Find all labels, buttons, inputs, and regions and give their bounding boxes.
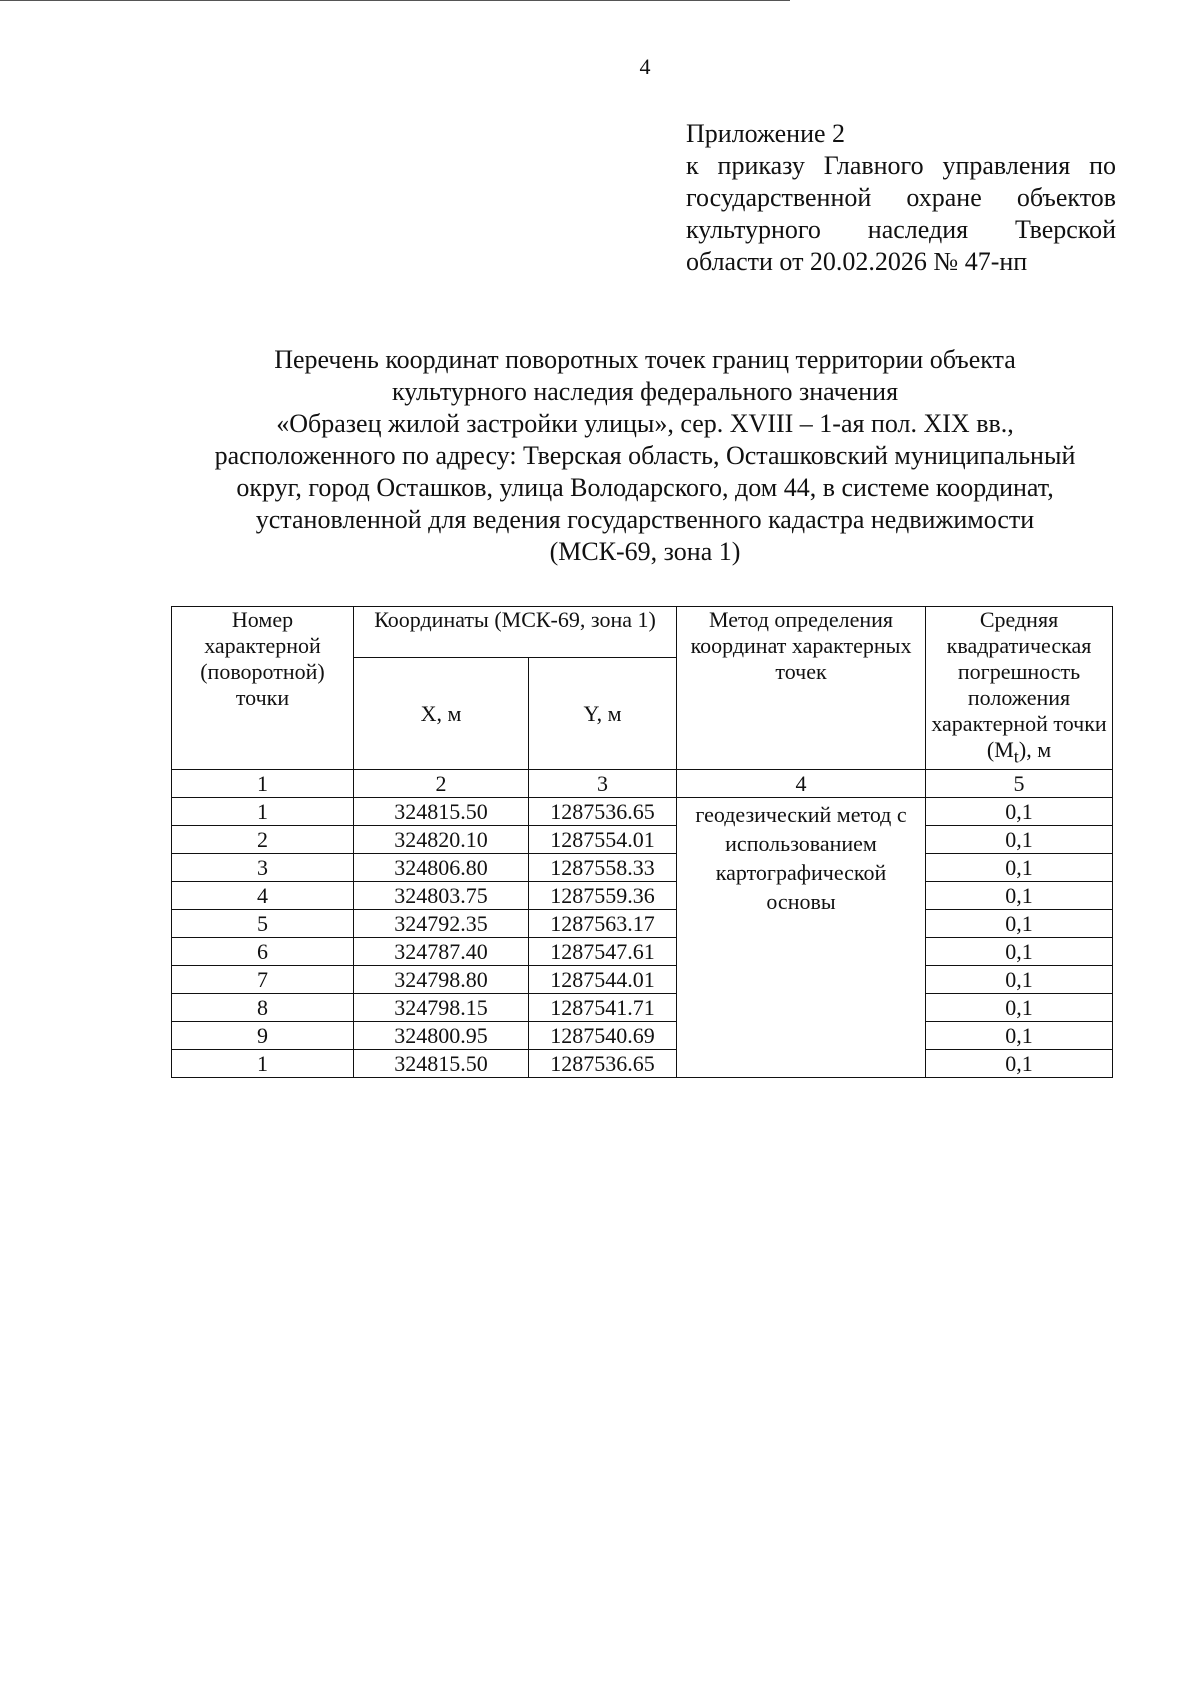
cell-point-number: 4 — [172, 882, 354, 910]
table-row — [172, 1022, 1113, 1050]
cell-point-number: 1 — [172, 1050, 354, 1078]
column-number: 1 — [172, 770, 354, 798]
cell-error: 0,1 — [926, 1022, 1113, 1050]
cell-x: 324820.10 — [354, 826, 529, 854]
table-row — [172, 1050, 1113, 1078]
table-row — [172, 938, 1113, 966]
table-row — [172, 854, 1113, 882]
cell-point-number: 5 — [172, 910, 354, 938]
document-title-line: округ, город Осташков, улица Володарского, дом 44, в системе координат, — [236, 473, 1054, 502]
column-number: 3 — [529, 770, 677, 798]
appendix-title: Приложение 2 — [686, 119, 846, 148]
cell-x: 324798.80 — [354, 966, 529, 994]
cell-x: 324792.35 — [354, 910, 529, 938]
cell-point-number: 3 — [172, 854, 354, 882]
cell-point-number: 9 — [172, 1022, 354, 1050]
header-x: X, м — [354, 658, 529, 770]
document-title-line: Перечень координат поворотных точек границ территории объекта — [274, 345, 1016, 374]
header-error — [926, 607, 1113, 770]
cell-y: 1287544.01 — [529, 966, 677, 994]
column-number: 4 — [677, 770, 926, 798]
document-title-line: культурного наследия федерального значения — [391, 377, 899, 406]
cell-error: 0,1 — [926, 798, 1113, 826]
document-title-line: «Образец жилой застройки улицы», сер. XVIII – 1-ая пол. XIX вв., — [276, 409, 1014, 438]
cell-point-number: 7 — [172, 966, 354, 994]
cell-error: 0,1 — [926, 938, 1113, 966]
cell-x: 324800.95 — [354, 1022, 529, 1050]
cell-method: геодезический метод с использованием картографической основы — [677, 798, 926, 1078]
cell-y: 1287554.01 — [529, 826, 677, 854]
header-method: Метод определения координат характерных точек — [677, 607, 926, 770]
cell-point-number: 6 — [172, 938, 354, 966]
cell-point-number: 8 — [172, 994, 354, 1022]
header-y: Y, м — [529, 658, 677, 770]
cell-error: 0,1 — [926, 910, 1113, 938]
cell-y: 1287540.69 — [529, 1022, 677, 1050]
cell-error: 0,1 — [926, 966, 1113, 994]
column-number: 2 — [354, 770, 529, 798]
cell-y: 1287547.61 — [529, 938, 677, 966]
cell-x: 324803.75 — [354, 882, 529, 910]
cell-error: 0,1 — [926, 854, 1113, 882]
cell-y: 1287536.65 — [529, 1050, 677, 1078]
column-number: 5 — [926, 770, 1113, 798]
document-title-line: установленной для ведения государственного кадастра недвижимости — [255, 505, 1035, 534]
cell-error: 0,1 — [926, 826, 1113, 854]
cell-y: 1287559.36 — [529, 882, 677, 910]
header-point-number: Номер характерной (поворотной) точки — [172, 607, 354, 770]
appendix-block — [686, 118, 1116, 278]
header-error-text: Средняя квадратическая погрешность положения характерной точки (M — [931, 607, 1107, 762]
cell-y: 1287558.33 — [529, 854, 677, 882]
cell-x: 324815.50 — [354, 1050, 529, 1078]
header-error-subscript: t — [1013, 746, 1019, 767]
cell-y: 1287563.17 — [529, 910, 677, 938]
document-title — [160, 344, 1130, 568]
table-row — [172, 882, 1113, 910]
page-number: 4 — [639, 54, 651, 79]
appendix-body: к приказу Главного управления по государственной охране объектов культурного наследия Тверской области от 20.02.2026 № 47-нп — [686, 151, 1116, 276]
cell-x: 324798.15 — [354, 994, 529, 1022]
table-row — [172, 826, 1113, 854]
cell-error: 0,1 — [926, 994, 1113, 1022]
cell-point-number: 1 — [172, 798, 354, 826]
cell-y: 1287541.71 — [529, 994, 677, 1022]
coordinates-table — [171, 606, 1113, 1078]
cell-error: 0,1 — [926, 882, 1113, 910]
cell-error: 0,1 — [926, 1050, 1113, 1078]
cell-x: 324806.80 — [354, 854, 529, 882]
table-row — [172, 994, 1113, 1022]
table-row — [172, 966, 1113, 994]
table-row — [172, 798, 1113, 826]
header-error-tail: ), м — [1018, 737, 1052, 762]
cell-point-number: 2 — [172, 826, 354, 854]
cell-y: 1287536.65 — [529, 798, 677, 826]
scan-edge-line — [0, 0, 790, 1]
document-title-line: расположенного по адресу: Тверская область, Осташковский муниципальный — [214, 441, 1076, 470]
header-coordinates: Координаты (МСК-69, зона 1) — [354, 607, 677, 658]
document-title-line: (МСК-69, зона 1) — [549, 537, 741, 566]
table-row — [172, 910, 1113, 938]
cell-x: 324815.50 — [354, 798, 529, 826]
cell-x: 324787.40 — [354, 938, 529, 966]
